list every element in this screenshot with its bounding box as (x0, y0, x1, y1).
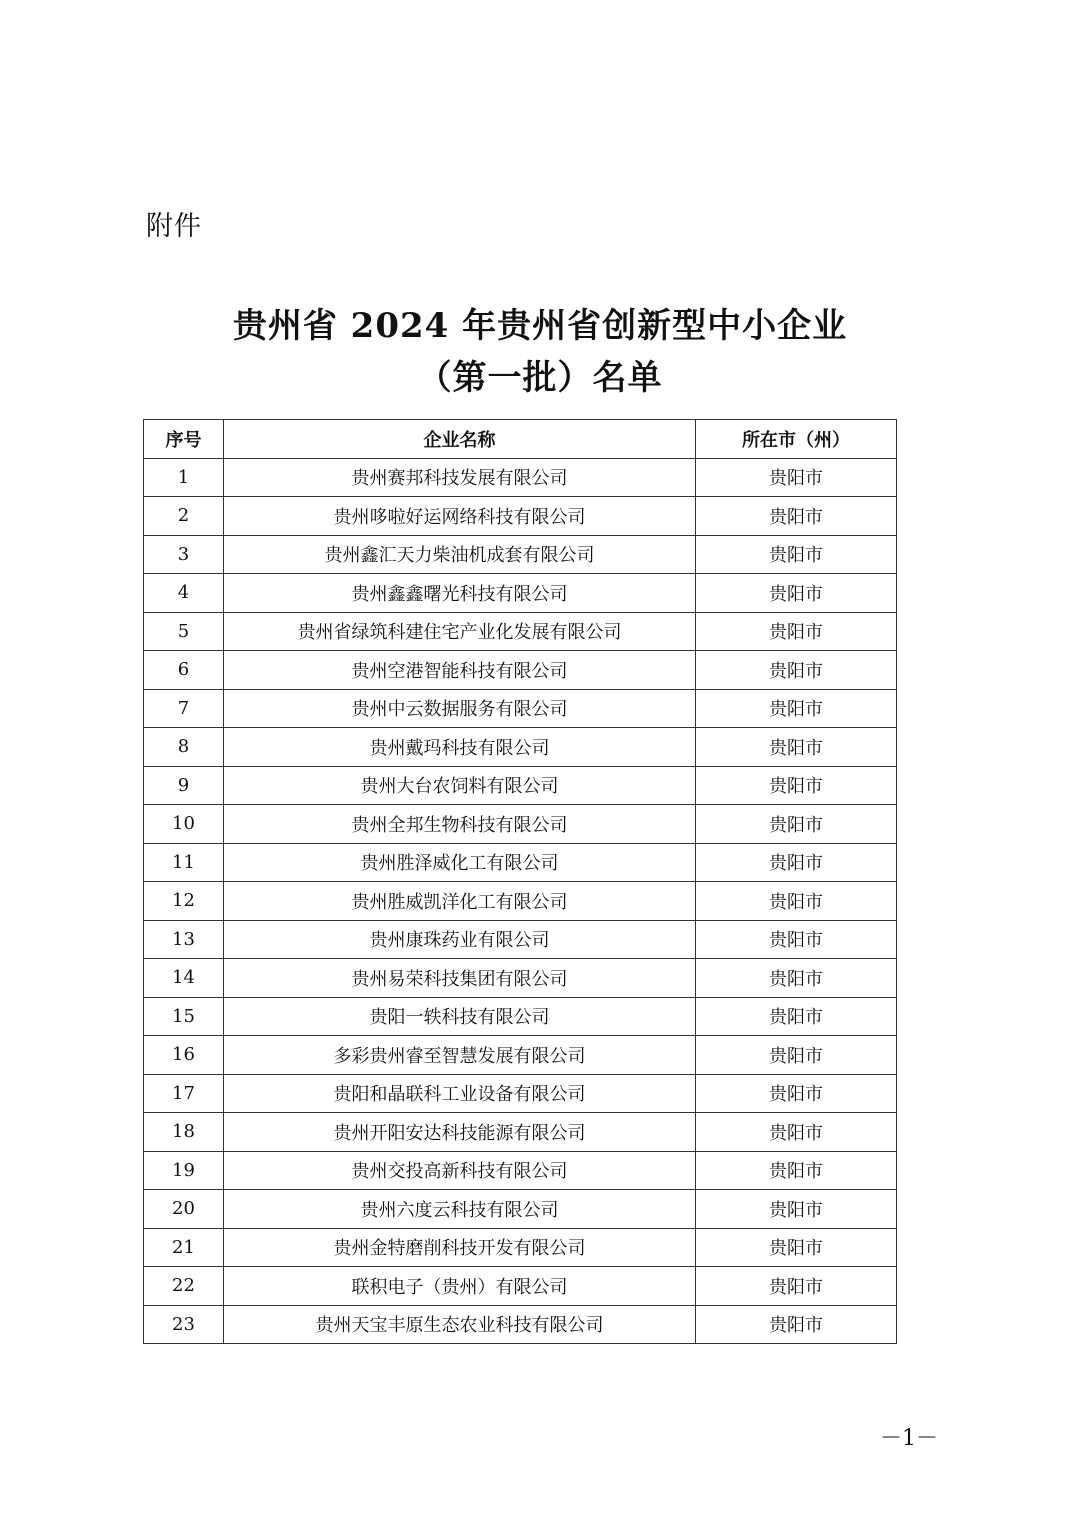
cell-enterprise-name: 贵州开阳安达科技能源有限公司 (224, 1113, 696, 1152)
cell-sequence: 4 (144, 574, 224, 613)
table-row (144, 1036, 897, 1075)
cell-sequence: 3 (144, 535, 224, 574)
table-row (144, 458, 897, 497)
cell-sequence: 16 (144, 1036, 224, 1075)
table-row (144, 1151, 897, 1190)
cell-city: 贵阳市 (696, 882, 897, 921)
cell-enterprise-name: 贵州中云数据服务有限公司 (224, 689, 696, 728)
cell-enterprise-name: 贵州金特磨削科技开发有限公司 (224, 1228, 696, 1267)
cell-sequence: 6 (144, 651, 224, 690)
cell-enterprise-name: 贵州胜威凯洋化工有限公司 (224, 882, 696, 921)
cell-city: 贵阳市 (696, 1074, 897, 1113)
cell-enterprise-name: 贵州鑫鑫曙光科技有限公司 (224, 574, 696, 613)
cell-city: 贵阳市 (696, 1305, 897, 1344)
cell-sequence: 7 (144, 689, 224, 728)
cell-sequence: 12 (144, 882, 224, 921)
table-row (144, 766, 897, 805)
cell-city: 贵阳市 (696, 1267, 897, 1306)
table-row (144, 728, 897, 767)
cell-enterprise-name: 贵州赛邦科技发展有限公司 (224, 458, 696, 497)
cell-sequence: 21 (144, 1228, 224, 1267)
header-sequence: 序号 (144, 420, 224, 459)
cell-enterprise-name: 贵阳和晶联科工业设备有限公司 (224, 1074, 696, 1113)
cell-enterprise-name: 多彩贵州睿至智慧发展有限公司 (224, 1036, 696, 1075)
table-row (144, 959, 897, 998)
header-city: 所在市（州） (696, 420, 897, 459)
cell-city: 贵阳市 (696, 843, 897, 882)
table-row (144, 574, 897, 613)
table-row (144, 805, 897, 844)
cell-enterprise-name: 贵州易荣科技集团有限公司 (224, 959, 696, 998)
cell-enterprise-name: 贵州交投高新科技有限公司 (224, 1151, 696, 1190)
table-row (144, 497, 897, 536)
cell-enterprise-name: 贵阳一轶科技有限公司 (224, 997, 696, 1036)
cell-enterprise-name: 贵州康珠药业有限公司 (224, 920, 696, 959)
cell-city: 贵阳市 (696, 997, 897, 1036)
table-row (144, 997, 897, 1036)
cell-enterprise-name: 联积电子（贵州）有限公司 (224, 1267, 696, 1306)
cell-sequence: 1 (144, 458, 224, 497)
cell-enterprise-name: 贵州六度云科技有限公司 (224, 1190, 696, 1229)
cell-sequence: 13 (144, 920, 224, 959)
cell-city: 贵阳市 (696, 728, 897, 767)
table-row (144, 612, 897, 651)
table-header-row (144, 420, 897, 459)
cell-city: 贵阳市 (696, 689, 897, 728)
table-row (144, 651, 897, 690)
cell-sequence: 15 (144, 997, 224, 1036)
table-header (144, 420, 897, 459)
cell-enterprise-name: 贵州戴玛科技有限公司 (224, 728, 696, 767)
table-row (144, 1267, 897, 1306)
document-title-line-1: 贵州省 2024 年贵州省创新型中小企业 (232, 306, 848, 346)
cell-sequence: 14 (144, 959, 224, 998)
cell-city: 贵阳市 (696, 1228, 897, 1267)
cell-enterprise-name: 贵州空港智能科技有限公司 (224, 651, 696, 690)
cell-city: 贵阳市 (696, 651, 897, 690)
cell-sequence: 22 (144, 1267, 224, 1306)
cell-city: 贵阳市 (696, 458, 897, 497)
cell-city: 贵阳市 (696, 1036, 897, 1075)
cell-city: 贵阳市 (696, 497, 897, 536)
cell-city: 贵阳市 (696, 959, 897, 998)
table-row (144, 1190, 897, 1229)
header-enterprise-name: 企业名称 (224, 420, 696, 459)
cell-sequence: 2 (144, 497, 224, 536)
cell-city: 贵阳市 (696, 1151, 897, 1190)
cell-city: 贵阳市 (696, 766, 897, 805)
table-row (144, 535, 897, 574)
cell-city: 贵阳市 (696, 574, 897, 613)
cell-sequence: 23 (144, 1305, 224, 1344)
table-row (144, 1305, 897, 1344)
cell-enterprise-name: 贵州胜泽威化工有限公司 (224, 843, 696, 882)
document-title-line-2: （第一批）名单 (417, 358, 663, 398)
table-row (144, 689, 897, 728)
cell-sequence: 20 (144, 1190, 224, 1229)
cell-enterprise-name: 贵州省绿筑科建住宅产业化发展有限公司 (224, 612, 696, 651)
table-row (144, 1228, 897, 1267)
cell-sequence: 5 (144, 612, 224, 651)
attachment-label: 附件 (146, 211, 202, 242)
table-row (144, 882, 897, 921)
enterprise-list-table (143, 419, 897, 1344)
table-row (144, 1113, 897, 1152)
cell-enterprise-name: 贵州哆啦好运网络科技有限公司 (224, 497, 696, 536)
cell-city: 贵阳市 (696, 920, 897, 959)
cell-sequence: 11 (144, 843, 224, 882)
cell-sequence: 8 (144, 728, 224, 767)
cell-sequence: 17 (144, 1074, 224, 1113)
cell-city: 贵阳市 (696, 805, 897, 844)
cell-city: 贵阳市 (696, 535, 897, 574)
cell-sequence: 19 (144, 1151, 224, 1190)
cell-city: 贵阳市 (696, 1190, 897, 1229)
cell-enterprise-name: 贵州全邦生物科技有限公司 (224, 805, 696, 844)
table-row (144, 843, 897, 882)
cell-city: 贵阳市 (696, 1113, 897, 1152)
cell-sequence: 9 (144, 766, 224, 805)
cell-enterprise-name: 贵州大台农饲料有限公司 (224, 766, 696, 805)
table-row (144, 920, 897, 959)
cell-sequence: 10 (144, 805, 224, 844)
cell-city: 贵阳市 (696, 612, 897, 651)
cell-sequence: 18 (144, 1113, 224, 1152)
page-number: －1－ (880, 1426, 938, 1451)
table-body (144, 458, 897, 1344)
cell-enterprise-name: 贵州天宝丰原生态农业科技有限公司 (224, 1305, 696, 1344)
cell-enterprise-name: 贵州鑫汇天力柴油机成套有限公司 (224, 535, 696, 574)
table-row (144, 1074, 897, 1113)
